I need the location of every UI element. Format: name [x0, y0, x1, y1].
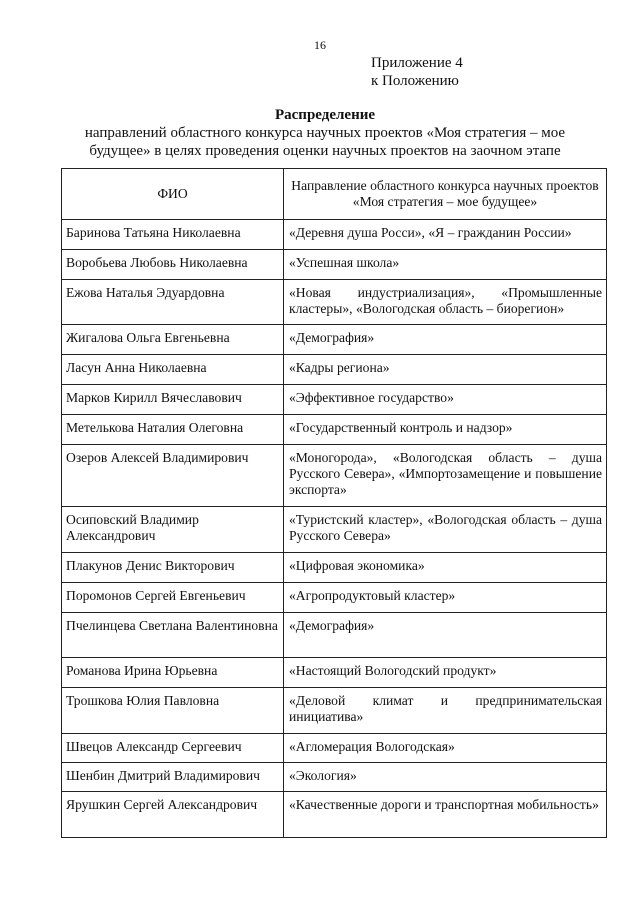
table-row	[62, 688, 607, 734]
document-heading	[60, 106, 590, 160]
table-row	[62, 385, 607, 415]
table-row	[62, 507, 607, 553]
table-row	[62, 763, 607, 792]
table-row	[62, 583, 607, 613]
fio-cell: Метелькова Наталия Олеговна	[62, 415, 284, 445]
fio-cell: Плакунов Денис Викторович	[62, 553, 284, 583]
direction-cell: «Туристский кластер», «Вологодская область – душа Русского Севера»	[284, 507, 607, 553]
direction-cell: «Качественные дороги и транспортная мобильность»	[284, 792, 607, 838]
document-subtitle-line-1: направлений областного конкурса научных проектов «Моя стратегия – мое	[84, 125, 566, 141]
direction-cell: «Агропродуктовый кластер»	[284, 583, 607, 613]
assignment-table	[61, 168, 607, 838]
table-row	[62, 658, 607, 688]
fio-cell: Озеров Алексей Владимирович	[62, 445, 284, 507]
table-row	[62, 792, 607, 838]
fio-cell: Ласун Анна Николаевна	[62, 355, 284, 385]
direction-cell: «Настоящий Вологодский продукт»	[284, 658, 607, 688]
direction-cell: «Успешная школа»	[284, 250, 607, 280]
fio-cell: Пчелинцева Светлана Валентиновна	[62, 613, 284, 658]
direction-cell: «Моногорода», «Вологодская область – душа Русского Севера», «Импортозамещение и повышение экспорта»	[284, 445, 607, 507]
fio-cell: Ежова Наталья Эдуардовна	[62, 280, 284, 325]
document-title: Распределение	[274, 107, 376, 123]
table-row	[62, 613, 607, 658]
document-subtitle-line-2: будущее» в целях проведения оценки научных проектов на заочном этапе	[89, 143, 561, 159]
direction-cell: «Новая индустриализация», «Промышленные кластеры», «Вологодская область – биорегион»	[284, 280, 607, 325]
header-fio: ФИО	[62, 169, 284, 220]
table-row	[62, 250, 607, 280]
direction-cell: «Демография»	[284, 325, 607, 355]
page-number: 16	[314, 38, 326, 52]
direction-cell: «Эффективное государство»	[284, 385, 607, 415]
direction-cell: «Деревня душа Росси», «Я – гражданин России»	[284, 220, 607, 250]
direction-cell: «Демография»	[284, 613, 607, 658]
fio-cell: Ярушкин Сергей Александрович	[62, 792, 284, 838]
fio-cell: Шенбин Дмитрий Владимирович	[62, 763, 284, 792]
table-row	[62, 355, 607, 385]
fio-cell: Баринова Татьяна Николаевна	[62, 220, 284, 250]
fio-cell: Жигалова Ольга Евгеньевна	[62, 325, 284, 355]
fio-cell: Швецов Александр Сергеевич	[62, 734, 284, 763]
table-row	[62, 325, 607, 355]
direction-cell: «Экология»	[284, 763, 607, 792]
direction-cell: «Агломерация Вологодская»	[284, 734, 607, 763]
fio-cell: Поромонов Сергей Евгеньевич	[62, 583, 284, 613]
table-header-row	[62, 169, 607, 220]
fio-cell: Осиповский Владимир Александрович	[62, 507, 284, 553]
appendix-line-2: к Положению	[371, 73, 459, 89]
table-row	[62, 553, 607, 583]
fio-cell: Воробьева Любовь Николаевна	[62, 250, 284, 280]
table-row	[62, 734, 607, 763]
fio-cell: Трошкова Юлия Павловна	[62, 688, 284, 734]
direction-cell: «Цифровая экономика»	[284, 553, 607, 583]
table-row	[62, 220, 607, 250]
table-row	[62, 415, 607, 445]
direction-cell: «Кадры региона»	[284, 355, 607, 385]
direction-cell: «Деловой климат и предпринимательская инициатива»	[284, 688, 607, 734]
table-row	[62, 445, 607, 507]
appendix-reference	[371, 54, 463, 90]
fio-cell: Марков Кирилл Вячеславович	[62, 385, 284, 415]
direction-cell: «Государственный контроль и надзор»	[284, 415, 607, 445]
header-direction: Направление областного конкурса научных проектов «Моя стратегия – мое будущее»	[284, 169, 607, 220]
appendix-line-1: Приложение 4	[371, 55, 463, 71]
table-row	[62, 280, 607, 325]
fio-cell: Романова Ирина Юрьевна	[62, 658, 284, 688]
